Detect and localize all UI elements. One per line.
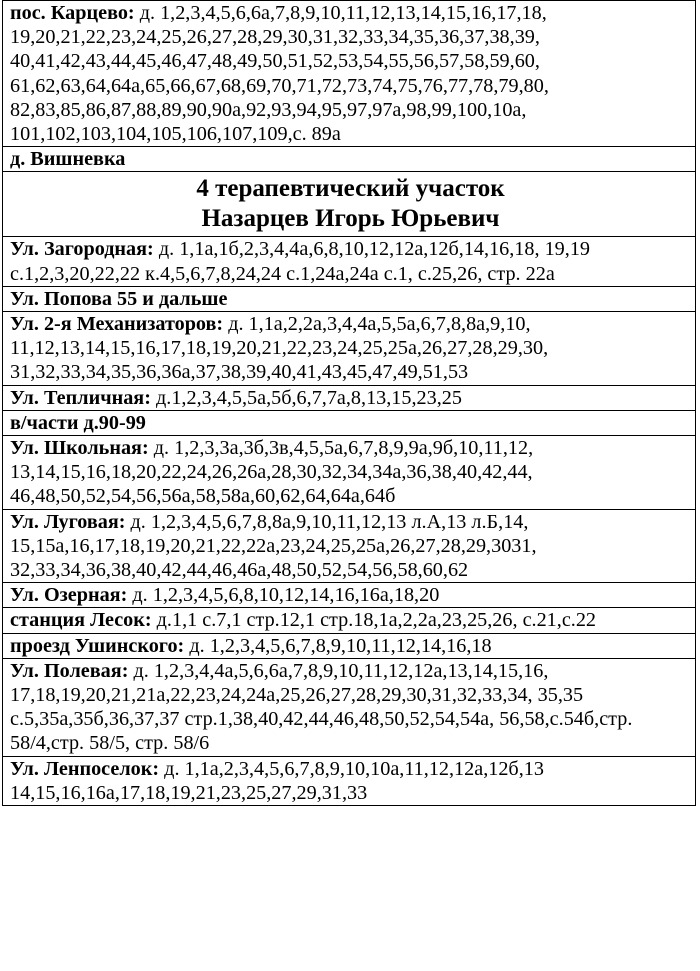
doctor-name: Назарцев Игорь Юрьевич: [201, 205, 500, 233]
house-list: д. 1,2,3,4,5,6,7,8,8а,9,10,11,12,13 л.А,13 л.Б,14, 15,15а,16,17,18,19,20,21,22,22а,23,24,25,25а,26,27,28,29,3031, 32,33,34,36,38,40,42,44,46,46а,48,50,52,54,56,58,60,62: [10, 510, 537, 582]
address-cell: [3, 312, 696, 386]
street-name: Ул. Школьная:: [10, 437, 149, 460]
street-name: д. Вишневка: [10, 148, 126, 171]
house-list: д. 1,2,3,4,5,6,6а,7,8,9,10,11,12,13,14,15,16,17,18, 19,20,21,22,23,24,25,26,27,28,29,30,31,32,33,34,35,36,37,38,39, 40,41,42,43,44,45,46,47,48,49,50,51,52,53,54,55,56,57,58,59,60, 61,62,63,64,64а,65,66,67,68,69,70,71,72,73,74,75,76,77,78,79,80, 82,83,85,86,87,88,89,90,90а,92,93,94,95,97,97а,98,99,100,10а, 101,102,103,104,105,106,107,109,с. 89а: [10, 2, 549, 146]
address-cell: [3, 658, 696, 756]
table-row: [3, 658, 696, 756]
house-list: д. 1,2,3,3а,3б,3в,4,5,5а,6,7,8,9,9а,9б,10,11,12, 13,14,15,16,18,20,22,24,26,26а,28,30,32,34,34а,36,38,40,42,44, 46,48,50,52,54,56,56а,58,58а,60,62,64,64а,64б: [10, 437, 534, 508]
street-name: пос. Карцево:: [10, 2, 135, 24]
address-cell: [3, 436, 696, 510]
address-cell: [3, 1, 696, 147]
street-name: Ул. Ленпоселок:: [10, 757, 160, 780]
table-row: [3, 385, 696, 410]
address-cell: [3, 583, 696, 608]
address-cell: [3, 608, 696, 633]
street-name: в/части д.90-99: [10, 411, 146, 434]
street-name: Ул. Тепличная:: [10, 386, 151, 409]
table-row: [3, 286, 696, 311]
address-cell: [3, 286, 696, 311]
address-cell: [3, 509, 696, 583]
table-row: [3, 509, 696, 583]
street-name: станция Лесок:: [10, 609, 152, 632]
address-table: [2, 0, 696, 806]
table-row: [3, 436, 696, 510]
street-name: Ул. Озерная:: [10, 584, 128, 607]
house-list: д. 1,2,3,4,4а,5,6,6а,7,8,9,10,11,12,12а,13,14,15,16, 17,18,19,20,21,21а,22,23,24,24а,25,26,27,28,29,30,31,32,33,34, 35,35 с.5,35а,35б,36,37,37 стр.1,38,40,42,44,46,48,50,52,54,54а, 56,58,с.54б,стр. 58/4,стр. 58/5, стр. 58/6: [10, 659, 633, 755]
street-name: проезд Ушинского:: [10, 634, 185, 657]
street-name: Ул. Попова 55 и дальше: [10, 287, 228, 310]
house-list: д.1,1 с.7,1 стр.12,1 стр.18,1а,2,2а,23,25,26, с.21,с.22: [151, 609, 597, 632]
address-cell: [3, 410, 696, 435]
house-list: д. 1,2,3,4,5,6,8,10,12,14,16,16а,18,20: [127, 584, 440, 607]
address-cell: [3, 147, 696, 172]
address-table-container: [2, 0, 696, 806]
street-name: Ул. Луговая:: [10, 510, 126, 533]
section-header-cell: [3, 172, 696, 237]
address-cell: [3, 237, 696, 286]
street-name: Ул. Полевая:: [10, 659, 129, 682]
table-row: [3, 237, 696, 286]
house-list: д. 1,1а,2,2а,3,4,4а,5,5а,6,7,8,8а,9,10, 11,12,13,14,15,16,17,18,19,20,21,22,23,24,25,25а,26,27,28,29,30, 31,32,33,34,35,36,36а,37,38,39,40,41,43,45,47,49,51,53: [10, 313, 549, 384]
address-cell: [3, 756, 696, 805]
table-row: [3, 583, 696, 608]
street-name: Ул. 2-я Механизаторов:: [10, 313, 224, 336]
house-list: д.1,2,3,4,5,5а,5б,6,7,7а,8,13,15,23,25: [150, 386, 462, 409]
table-row: [3, 410, 696, 435]
section-header-row: [3, 172, 696, 237]
table-row: [3, 147, 696, 172]
table-row: [3, 633, 696, 658]
house-list: д. 1,1а,1б,2,3,4,4а,6,8,10,12,12а,12б,14,16,18, 19,19 с.1,2,3,20,22,22 к.4,5,6,7,8,24,24 с.1,24а,24а с.1, с.25,26, стр. 22а: [10, 238, 591, 285]
street-name: Ул. Загородная:: [10, 238, 154, 261]
table-row: [3, 756, 696, 805]
house-list: д. 1,2,3,4,5,6,7,8,9,10,11,12,14,16,18: [184, 634, 492, 657]
house-list: д. 1,1а,2,3,4,5,6,7,8,9,10,10а,11,12,12а,12б,13 14,15,16,16а,17,18,19,21,23,25,27,29,31,33: [10, 757, 544, 804]
table-row: [3, 312, 696, 386]
address-cell: [3, 633, 696, 658]
address-cell: [3, 385, 696, 410]
table-row: [3, 608, 696, 633]
table-row: [3, 1, 696, 147]
section-title: 4 терапевтический участок: [196, 175, 505, 203]
